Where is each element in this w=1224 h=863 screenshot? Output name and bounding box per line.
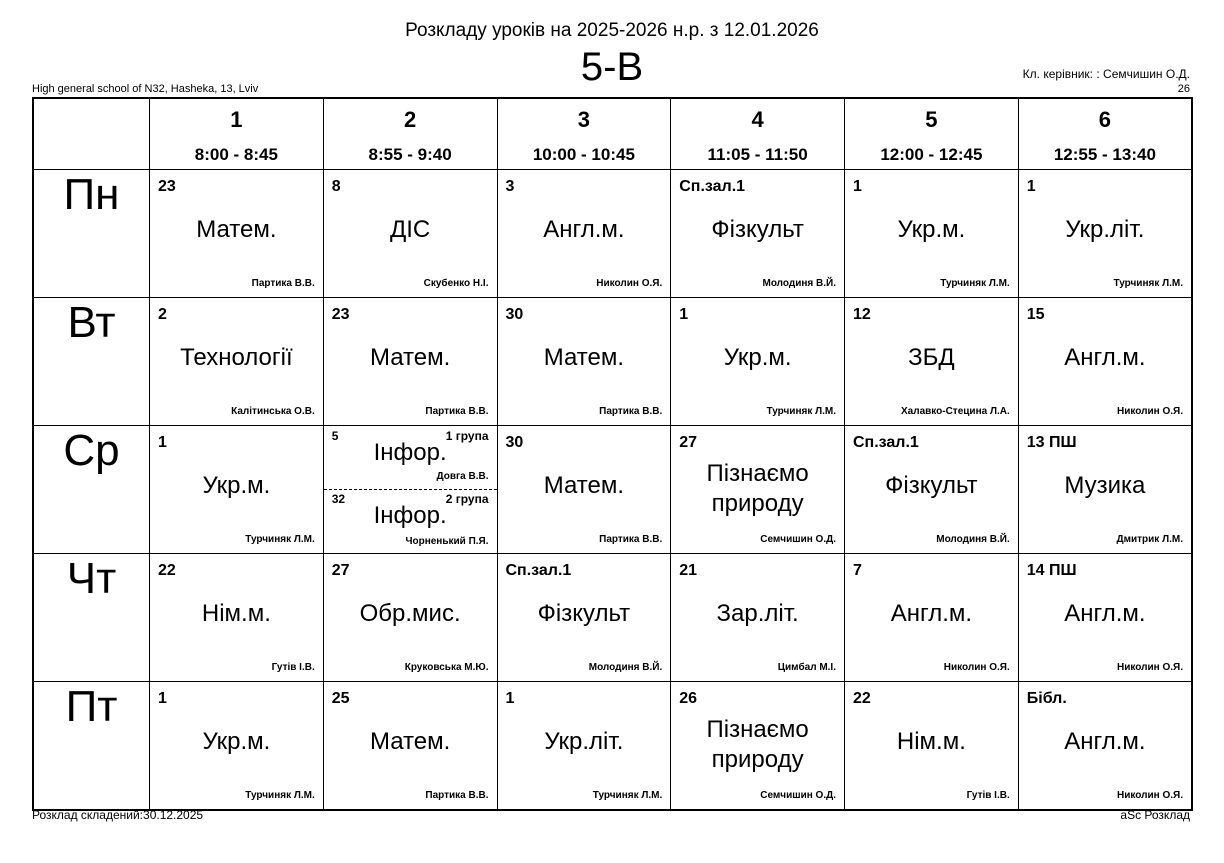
lesson-subject [671,715,844,775]
lesson-subject-line: Пізнаємо [706,716,809,743]
period-number: 2 [404,107,417,132]
lesson-room: 22 [158,562,176,579]
lesson-room: 26 [679,690,698,707]
lesson-teacher: Турчиняк Л.М. [245,790,315,801]
lesson-teacher: Калітинська О.В. [231,406,315,417]
lesson-subject: Укр.м. [723,344,792,371]
period-header [497,98,671,170]
lesson-subject: Матем. [543,472,625,499]
lesson-room: 25 [331,690,350,707]
created-date: Розклад складений:30.12.2025 [32,808,204,822]
lesson-teacher: Семчишин О.Д. [760,534,836,545]
lesson-cell[interactable] [497,170,671,298]
lesson-subject: Матем. [196,216,277,243]
lesson-cell[interactable] [497,682,671,811]
lesson-cell[interactable] [845,298,1019,426]
lesson-subject: Інфор. [373,439,447,466]
lesson-room: 14 ПШ [1026,562,1077,579]
lesson-room: Сп.зал.1 [679,178,746,195]
lesson-teacher: Партика В.В. [425,406,489,417]
period-number: 1 [230,107,243,132]
lesson-subject: Укр.літ. [1065,216,1145,243]
lesson-room: 23 [158,178,176,195]
period-number: 3 [577,107,590,132]
lesson-teacher: Гутів І.В. [271,662,315,673]
lesson-room: 27 [679,434,698,451]
lesson-cell[interactable] [1018,554,1192,682]
lesson-teacher: Партика В.В. [599,534,663,545]
lesson-teacher: Молодиня В.Й. [588,662,663,673]
lesson-subject: Англ.м. [1064,600,1146,627]
day-label: Пт [33,682,150,811]
lesson-teacher: Турчиняк Л.М. [940,278,1010,289]
lesson-subject: Укр.м. [202,728,271,755]
day-label: Вт [33,298,150,426]
day-label: Пн [33,170,150,298]
period-time: 11:05 - 11:50 [707,145,808,164]
class-room: 26 [1177,83,1190,95]
period-header [1018,98,1192,170]
lesson-room: 7 [853,562,862,579]
generator-credit: aSc Розклад [1120,808,1190,822]
lesson-room: 1 [679,306,689,323]
lesson-subject-line: природу [711,490,804,517]
lesson-subject: Англ.м. [543,216,625,243]
lesson-teacher: Турчиняк Л.М. [1113,278,1183,289]
class-teacher: Кл. керівник: : Семчишин О.Д. [1022,67,1190,81]
lesson-cell[interactable] [323,170,497,298]
lesson-room: 2 [158,306,167,323]
lesson-cell[interactable] [150,554,324,682]
lesson-cell[interactable] [497,298,671,426]
class-name: 5-В [580,45,644,89]
lesson-group: 1 група [445,429,489,443]
lesson-cell[interactable] [1018,298,1192,426]
lesson-room: Сп.зал.1 [853,434,919,451]
lesson-teacher: Николин О.Я. [1117,406,1183,417]
lesson-cell[interactable] [497,554,671,682]
lesson-cell[interactable] [671,426,845,554]
day-row-thursday [33,554,1192,682]
period-header [323,98,497,170]
lesson-cell[interactable] [845,170,1019,298]
lesson-room: 22 [853,690,871,707]
lesson-teacher: Партика В.В. [599,406,663,417]
lesson-teacher: Николин О.Я. [943,662,1010,673]
period-time: 8:55 - 9:40 [368,145,452,164]
lesson-room: 15 [1026,306,1045,323]
lesson-room: 5 [331,429,339,443]
lesson-room: 1 [1026,178,1036,195]
lesson-teacher: Турчиняк Л.М. [766,406,836,417]
lesson-teacher: Турчиняк Л.М. [592,790,663,801]
period-time: 10:00 - 10:45 [532,145,635,164]
lesson-subject: Англ.м. [1064,728,1146,755]
lesson-subject-line: природу [711,746,804,773]
lesson-subject: Обр.мис. [359,600,461,627]
lesson-subject: Фізкульт [537,600,631,627]
lesson-cell[interactable] [323,298,497,426]
lesson-subject: Фізкульт [711,216,804,243]
day-row-friday [33,682,1192,811]
schedule-title: Розкладу уроків на 2025-2026 н.р. з 12.01.2026 [405,20,819,41]
lesson-cell[interactable] [671,298,845,426]
corner-cell [33,98,150,170]
period-time: 12:55 - 13:40 [1053,145,1156,164]
lesson-cell[interactable] [150,682,324,811]
lesson-subject: Матем. [369,344,451,371]
lesson-room: Сп.зал.1 [505,562,572,579]
lesson-cell[interactable] [671,554,845,682]
lesson-subject: Укр.літ. [544,728,624,755]
lesson-subject: Фізкульт [885,472,978,499]
lesson-subject: Укр.м. [202,472,271,499]
lesson-room: 1 [853,178,862,195]
period-number: 5 [925,107,938,132]
period-header [150,98,324,170]
lesson-subject: Нім.м. [201,600,271,627]
lesson-teacher: Николин О.Я. [1117,790,1183,801]
lesson-cell[interactable] [150,298,324,426]
lesson-subject: Укр.м. [897,216,966,243]
lesson-cell[interactable] [323,554,497,682]
timetable [32,97,1193,811]
lesson-teacher: Партика В.В. [251,278,315,289]
lesson-teacher: Дмитрик Л.М. [1116,534,1183,545]
lesson-room: Бібл. [1026,690,1067,707]
day-label: Ср [33,426,150,554]
period-number: 6 [1098,107,1111,132]
day-row-wednesday [33,426,1192,554]
lesson-subject: Англ.м. [890,600,973,627]
period-header-row [33,98,1192,170]
lesson-room: 30 [505,306,524,323]
lesson-cell[interactable] [671,682,845,811]
lesson-teacher: Чорненький П.Я. [405,536,489,547]
lesson-teacher: Довга В.В. [436,471,489,482]
lesson-cell[interactable] [845,554,1019,682]
lesson-room: 12 [853,306,871,323]
school-name: High general school of N32, Hasheka, 13, Lviv [32,83,259,95]
lesson-subject: Зар.літ. [716,600,799,627]
lesson-teacher: Гутів І.В. [966,790,1010,801]
period-time: 8:00 - 8:45 [194,145,278,164]
lesson-subject: Технології [180,344,293,371]
lesson-cell[interactable] [1018,426,1192,554]
period-header [845,98,1019,170]
lesson-room: 21 [679,562,698,579]
lesson-room: 30 [505,434,524,451]
lesson-teacher: Скубенко Н.І. [423,278,489,289]
day-label: Чт [33,554,150,682]
lesson-teacher: Николин О.Я. [1117,662,1183,673]
lesson-teacher: Молодиня В.Й. [762,278,836,289]
lesson-teacher: Круковська М.Ю. [404,662,489,673]
lesson-cell[interactable] [497,426,671,554]
lesson-cell[interactable] [1018,170,1192,298]
lesson-teacher: Цимбал М.І. [777,662,836,673]
lesson-room: 23 [331,306,350,323]
lesson-teacher: Молодиня В.Й. [936,534,1010,545]
lesson-teacher: Турчиняк Л.М. [245,534,315,545]
period-header [671,98,845,170]
day-row-monday [33,170,1192,298]
lesson-room: 8 [331,178,341,195]
lesson-subject: ЗБД [908,344,955,371]
lesson-teacher: Халавко-Стецина Л.А. [900,406,1010,417]
lesson-teacher: Партика В.В. [425,790,489,801]
lesson-subject: Матем. [543,344,625,371]
lesson-room: 1 [505,690,515,707]
lesson-teacher: Николин О.Я. [596,278,663,289]
split-lesson-cell[interactable] [323,426,497,554]
lesson-subject: Англ.м. [1064,344,1146,371]
lesson-room: 1 [158,690,167,707]
lesson-teacher: Семчишин О.Д. [760,790,836,801]
day-row-tuesday [33,298,1192,426]
lesson-cell[interactable] [150,426,324,554]
group-lesson-1[interactable] [324,426,497,490]
lesson-subject: Інфор. [373,502,447,529]
lesson-room: 27 [331,562,350,579]
lesson-cell[interactable] [845,682,1019,811]
lesson-cell[interactable] [150,170,324,298]
lesson-subject [671,459,844,519]
lesson-cell[interactable] [671,170,845,298]
lesson-subject: Музика [1064,472,1146,499]
period-time: 12:00 - 12:45 [880,145,983,164]
lesson-subject-line: Пізнаємо [706,460,809,487]
lesson-cell[interactable] [845,426,1019,554]
period-number: 4 [751,107,764,132]
lesson-cell[interactable] [1018,682,1192,811]
lesson-room: 13 ПШ [1026,434,1077,451]
lesson-room: 3 [505,178,515,195]
lesson-cell[interactable] [323,682,497,811]
lesson-room: 32 [331,492,346,506]
group-lesson-2[interactable] [324,489,497,552]
lesson-subject: ДІС [389,216,431,243]
lesson-subject: Матем. [369,728,451,755]
lesson-room: 1 [158,434,167,451]
lesson-group: 2 група [445,492,489,506]
lesson-subject: Нім.м. [896,728,966,755]
